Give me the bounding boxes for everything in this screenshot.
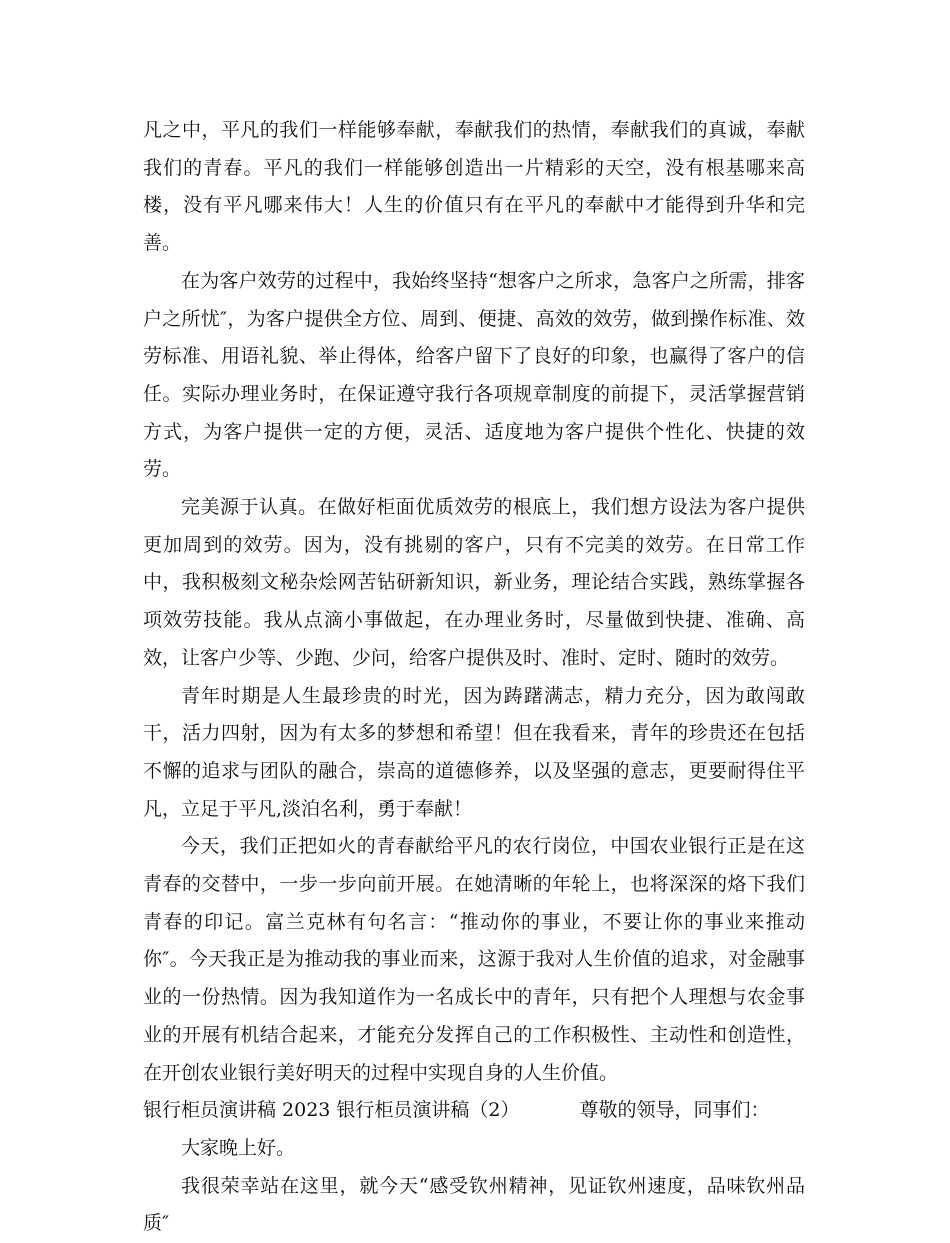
heading-gap: [520, 1092, 580, 1130]
last-line: 我很荣幸站在这里，就今天“感受钦州精神，见证钦州速度，品味钦州品质″: [143, 1174, 805, 1235]
paragraph-2: 在为客户效劳的过程中，我始终坚持“想客户之所求，急客户之所需，排客户之所忧″，为客户提供全方位、周到、便捷、高效的效劳，做到操作标准、效劳标准、用语礼貌、举止得体，给客户留下了良好的印象，也赢得了客户的信任。实际办理业务时，在保证遵守我行各项规章制度的前提下，灵活掌握营销方式，为客户提供一定的方便，灵活、适度地为客户提供个性化、快捷的效劳。: [143, 269, 805, 481]
section-heading-line: [143, 1092, 805, 1130]
greeting: 大家晚上好。: [181, 1136, 296, 1159]
paragraph-5: 今天，我们正把如火的青春献给平凡的农行岗位，中国农业银行正是在这青春的交替中，一步一步向前开展。在她清晰的年轮上，也将深深的烙下我们青春的印记。富兰克林有句名言：“推动你的事业，不要让你的事业来推动你″。今天我正是为推动我的事业而来，这源于我对人生价值的追求，对金融事业的一份热情。因为我知道作为一名成长中的青年，只有把个人理想与农金事业的开展有机结合起来，才能充分发挥自己的工作积极性、主动性和创造性，在开创农业银行美好明天的过程中实现自身的人生价值。: [143, 835, 805, 1084]
paragraph-3: 完美源于认真。在做好柜面优质效劳的根底上，我们想方设法为客户提供更加周到的效劳。因为，没有挑剔的客户，只有不完美的效劳。在日常工作中，我积极刻文秘杂烩网苦钻研新知识，新业务，理论结合实践，熟练掌握各项效劳技能。我从点滴小事做起，在办理业务时，尽量做到快捷、准确、高效，让客户少等、少跑、少问，给客户提供及时、准时、定时、随时的效劳。: [143, 496, 805, 669]
salutation: 尊敬的领导，同事们：: [579, 1099, 770, 1122]
paragraph-1: 凡之中，平凡的我们一样能够奉献，奉献我们的热情，奉献我们的真诚，奉献我们的青春。平凡的我们一样能够创造出一片精彩的天空，没有根基哪来高楼，没有平凡哪来伟大！人生的价值只有在平凡的奉献中才能得到升华和完善。: [143, 119, 805, 255]
paragraph-4: 青年时期是人生最珍贵的时光，因为踌躇满志，精力充分，因为敢闯敢干，活力四射，因为有太多的梦想和希望！但在我看来，青年的珍贵还在包括不懈的追求与团队的融合，崇高的道德修养，以及坚强的意志，更要耐得住平凡，立足于平凡,淡泊名利，勇于奉献！: [143, 684, 805, 820]
section-title: 银行柜员演讲稿 2023 银行柜员演讲稿（2）: [143, 1099, 520, 1122]
document-body: [143, 112, 805, 1243]
